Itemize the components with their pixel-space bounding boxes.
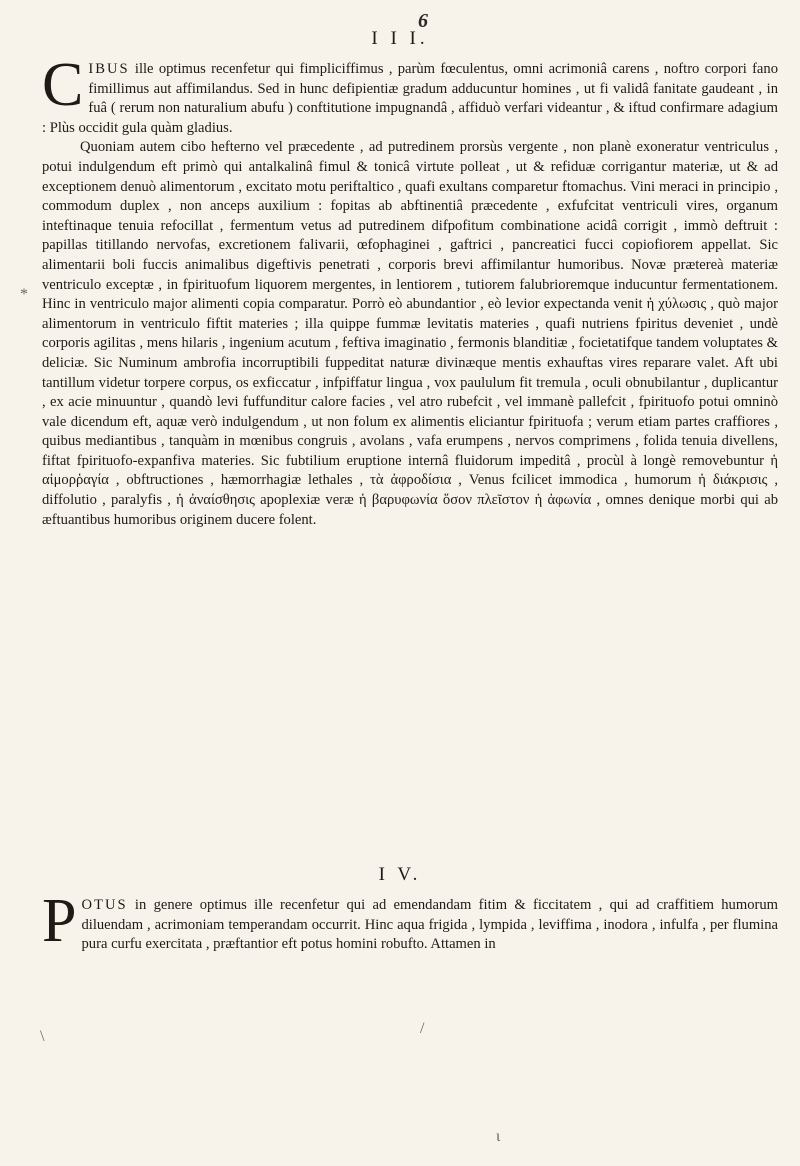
paragraph-text: in genere optimus ille recenfetur qui ad emendandam fitim & ficcitatem , qui ad craffitiem humorum diluendam , acrimoniam temperandam occurrit. Hinc aqua frigida , lympida , leviffima , inodora , infulfa , per flumina pura curfu exercitata , præftantior eft potus homini robufto. Attamen in <box>81 897 778 953</box>
lead-word: OTUS <box>81 897 128 913</box>
page-number: 6 <box>418 10 428 32</box>
margin-mark: / <box>420 1020 425 1037</box>
section-number-4: I V. <box>378 864 422 885</box>
section-3-body <box>42 51 778 530</box>
margin-mark: \ <box>40 1028 45 1045</box>
section-4-body <box>42 887 778 955</box>
paragraph-3-1 <box>42 51 778 138</box>
section-number-3: I I I. <box>371 28 429 49</box>
margin-mark: * <box>20 286 28 303</box>
paragraph-text: ille optimus recenfetur qui fimpliciffimus , parùm fœculentus, omni acrimoniâ carens , noftro corpori fano fimillimus aut affimilandus. Sed in hunc defipientiæ gradum adducuntur homines , ut fi validâ fanitate gaudeant , in fuâ ( rerum non naturalium abufu ) conftitutione impugnandâ , affiduò verfari videantur , & iftud confirmare adagium : Plùs occidit gula quàm gladius. <box>42 61 778 136</box>
drop-cap: C <box>42 51 84 119</box>
margin-mark: ι <box>496 1128 501 1145</box>
paragraph-4-1 <box>42 887 778 955</box>
paragraph-3-2: Quoniam autem cibo hefterno vel præcedente , ad putredinem prorsùs vergente , non planè exoneratur ventriculus , potui indulgendum eft primò qui antalkalinâ fimul & tonicâ virtute polleat , ut & refiduæ corrigantur materiæ, ut & ad exceptionem denuò alimentorum , excitato motu periftaltico , quafi exultans comparetur ftomachus. Vini meraci in principio , commodum duplex , non anceps auxilium : fopitas ab abftinentiâ præcedente , exfufcitat ventriculi vires, organum inteftinaque tenuia refocillat , fermentum vetus ad putredinem difpofitum combinatione acidâ corrigit , immò deftruit : papillas titillando nervofas, excretionem falivarii, œfophaginei , gaftrici , pancreatici fucci copiofiorem appellat. Sic alimentarii boli fuccis animalibus digeftivis penetrati , corporis brevi affimilantur humoribus. Novæ prætereà materiæ ventriculo exceptæ , in fpirituofum liquorem mergentes, in lentiorem , tutiorem falubrioremque inducuntur fermentationem. Hinc in ventriculo major alimenti copia comparatur. Porrò eò abundantior , eò levior expectanda venit ἡ χύλωσις , quò major alimentorum in ventriculo fiftit materies ; illa quippe fummæ levitatis materies , quafi nutriens fpiritus deveniet , undè corporis agilitas , mens hilaris , ingenium acutum , feftiva imaginatio , fermonis blanditiæ , focietatifque tandem voluptates & deliciæ. Sic Numinum ambrofia incorruptibili fuppeditat naturæ divinæque mentis exhauftas vires reparare valet. Aft ubi tantillum videtur torpere corpus, os exficcatur , infpiffatur lingua , vox paululum fit tremula , oculi obnubilantur , duplicantur , ex acie minuuntur , quandò levi fuffunditur calore facies , vel atro rubefcit , vel immanè pallefcit , fpirituofo potui omninò vale dicendum eft, aquæ verò indulgendum , ut non folum ex alimentis eliciantur fpirituofa ; verum etiam partes craffiores , quibus mediantibus , tanquàm in mœnibus congruis , avolans , vafa erumpens , nervos comprimens , folida tenuia divellens, fiftat fpirituofo-expanfiva materies. Sic fubtilium eruptione internâ fluidorum impeditâ , procùl à longè removebuntur ἡ αἱμορῥαγία , obftructiones , hæmorrhagiæ lethales , τὰ ἀφροδίσια , Venus fcilicet immodica , humorum ἡ διάκρισις , diffolutio , paralyfis , ἡ ἀναίσθησις apoplexiæ veræ ἡ βαρυφωνία ὅσον πλεῖστον ἡ ἀφωνία , omnes denique morbi qui ab æftuantibus humoribus originem ducere folent. <box>42 139 778 528</box>
drop-cap: P <box>42 887 77 955</box>
lead-word: IBUS <box>88 61 130 77</box>
